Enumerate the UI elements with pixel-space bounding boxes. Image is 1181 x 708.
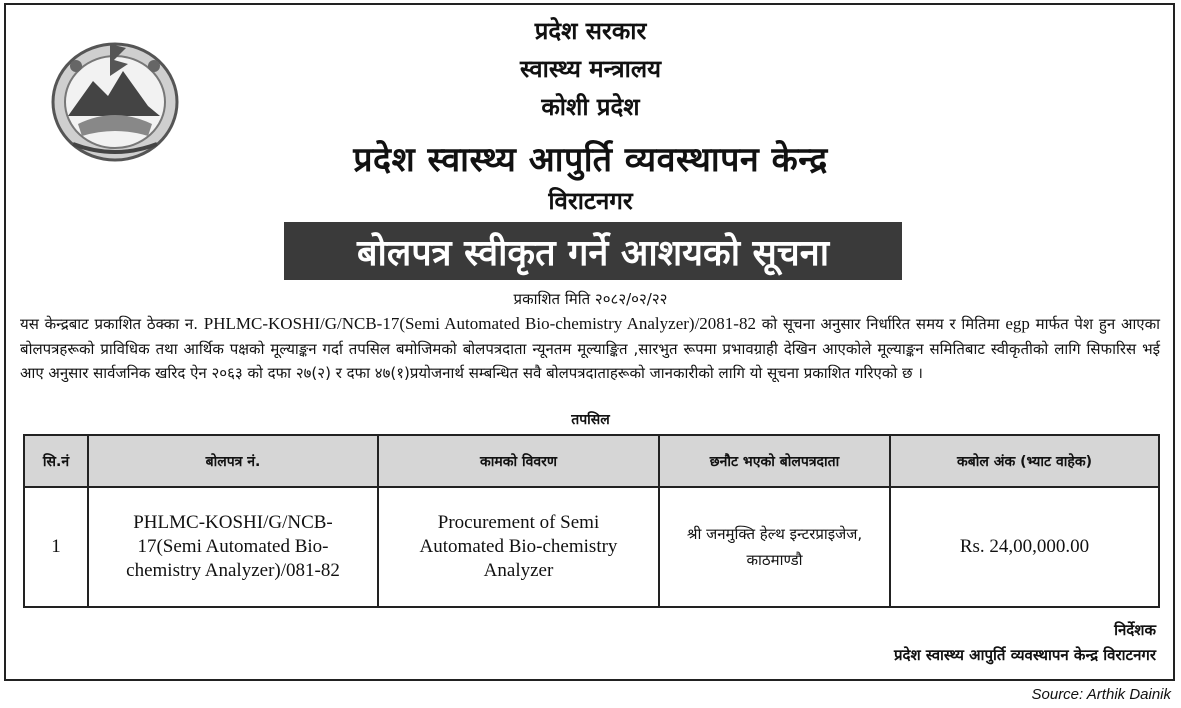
- body-egp: egp: [1005, 314, 1030, 333]
- body-part1: यस केन्द्रबाट प्रकाशित ठेक्का न.: [20, 315, 204, 333]
- body-contract-no: PHLMC-KOSHI/G/NCB-17(Semi Automated Bio-chemistry Analyzer)/2081-82: [203, 314, 756, 333]
- published-date: प्रकाशित मिति २०८२/०२/२२: [513, 290, 668, 308]
- col-header-bidder: छनौट भएको बोलपत्रदाता: [659, 435, 890, 487]
- office-city: विराटनगर: [548, 187, 633, 215]
- cell-description: Procurement of Semi Automated Bio-chemistry Analyzer: [378, 487, 659, 607]
- header-line-province-govt: प्रदेश सरकार: [534, 17, 647, 45]
- table-row: [24, 487, 1159, 607]
- col-header-bid-no: बोलपत्र नं.: [88, 435, 378, 487]
- office-title: प्रदेश स्वास्थ्य आपुर्ति व्यवस्थापन केन्द्र: [353, 140, 828, 180]
- body-part2: को सूचना अनुसार निर्धारित समय र मितिमा: [755, 315, 1006, 333]
- col-header-description: कामको विवरण: [378, 435, 659, 487]
- bid-table: [23, 434, 1160, 608]
- table-header-row: [24, 435, 1159, 487]
- notice-banner: बोलपत्र स्वीकृत गर्ने आशयको सूचना: [284, 222, 902, 280]
- notice-body: [20, 312, 1160, 386]
- header-line-ministry: स्वास्थ्य मन्त्रालय: [519, 55, 662, 83]
- header-line-province: कोशी प्रदेश: [541, 93, 640, 121]
- cell-bid-no: PHLMC-KOSHI/G/NCB-17(Semi Automated Bio-chemistry Analyzer)/081-82: [88, 487, 378, 607]
- table-title: तपसिल: [571, 412, 610, 428]
- cell-bidder: श्री जनमुक्ति हेल्थ इन्टरप्राइजेज, काठमाण्डौ: [659, 487, 890, 607]
- source-credit: Source: Arthik Dainik: [1031, 686, 1171, 703]
- col-header-sn: सि.नं: [24, 435, 88, 487]
- body-part3: मार्फत पेश हुन आएका बोलपत्रहरूको प्राविधिक तथा आर्थिक पक्षको मूल्याङ्कन गर्दा तपसिल बमोजिमको बोलपत्रदाता न्यूनतम मूल्याङ्कित ,सारभुत रूपमा प्रभावग्राही देखिन आएकोले मूल्याङ्कन समितिबाट स्वीकृतीको लागि सिफारिस भई आए अनुसार सार्वजनिक खरिद ऐन २०६३ को दफा २७(२) र दफा ४७(१)प्रयोजनार्थ सम्बन्धित सवै बोलपत्रदाताहरूको जानकारीको लागि यो सूचना प्रकाशित गरिएको छ ।: [20, 315, 1160, 382]
- cell-amount: Rs. 24,00,000.00: [890, 487, 1159, 607]
- col-header-amount: कबोल अंक (भ्याट वाहेक): [890, 435, 1159, 487]
- cell-sn: 1: [24, 487, 88, 607]
- signatory-office: प्रदेश स्वास्थ्य आपुर्ति व्यवस्थापन केन्द्र विराटनगर: [893, 646, 1156, 664]
- signatory-title: निर्देशक: [1114, 621, 1156, 639]
